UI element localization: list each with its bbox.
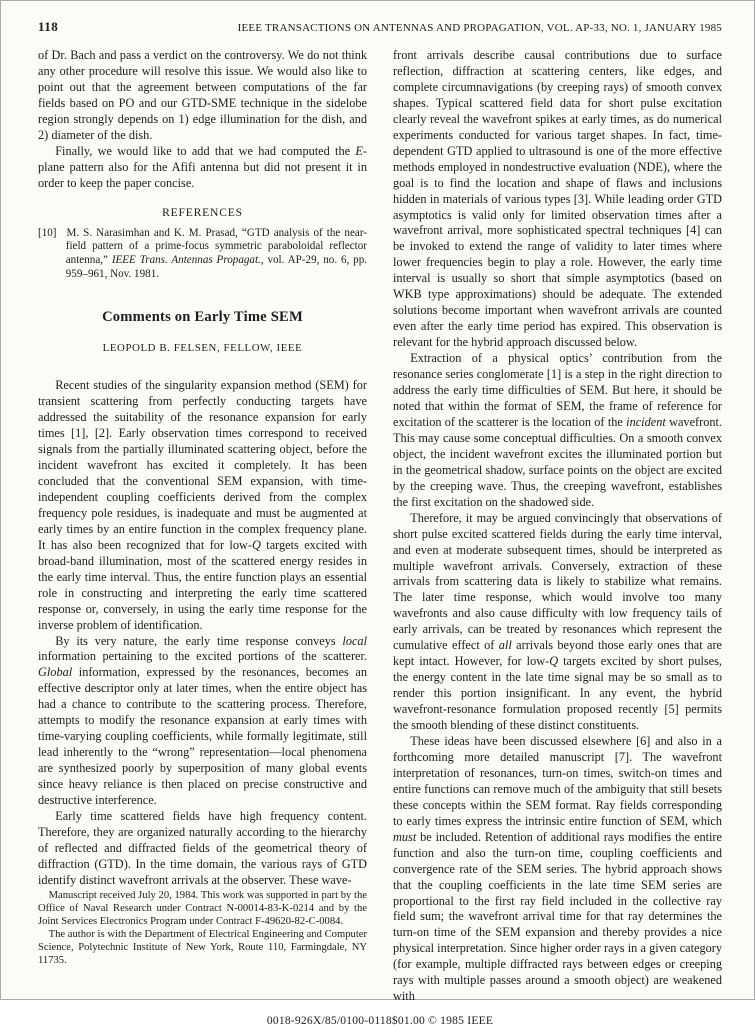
paragraph: Extraction of a physical optics’ contribution from the resonance series conglomerate [1] is a step in the right direction to address the early time difficulties of SEM. But here, it should be noted that within the format of SEM, the frame of reference for excitation of the scatterer is the location of the incident wavefront. This may cause some conceptual difficulties. On a smooth convex object, the incident wavefront excites the illuminated portion but in the geometrical shadow, surface points on the object are excited by the creeping wave. Thus, the creeping wavefront, establishes the first excitation on the shadowed side. (393, 351, 722, 509)
paragraph: Therefore, it may be argued convincingly that observations of short pulse excited scattered fields during the early time interval, and even at moderate subsequent times, should be interpreted as multiple wavefront arrivals. Conversely, extraction of these arrivals from scattering data is likely to stabilize what remains. The later time response, which would involve too many wavefronts and also cause difficulty with low frequency tails of early arrivals, can be treated by resonances which represent the cumulative effect of all arrivals beyond those early ones that are kept intact. However, for low-Q targets excited by short pulses, the energy content in the late time signal may be so small as to render this portion insignificant. In any event, the hybrid wavefront-resonance formulation proposed recently [5] permits the smooth blending of these distinct constituents. (393, 510, 723, 733)
footnote-block (38, 889, 367, 971)
page-number: 118 (38, 19, 59, 34)
reference-list (38, 227, 367, 282)
two-column-body (38, 48, 722, 1005)
page-header (38, 19, 722, 35)
paragraph: By its very nature, the early time response conveys local information pertaining to the excited portions of the scatterer. Global information, expressed by the resonances, becomes an effective descriptor only at later times, when the entire object has had a chance to contribute to the scattering process. Therefore, attempts to modify the resonance expansion at early times with time-varying coupling coefficients, while formally legitimate, still lead inherently to the “wrong” representation—local phenomena are synthesized poorly by superposition of many global events since heavy reliance is then placed on precise constructive and destructive interference. (38, 633, 367, 808)
paragraph: These ideas have been discussed elsewhere [6] and also in a forthcoming more detailed manuscript [7]. The wavefront interpretation of resonances, turn-on times, switch-on times and entire functions can remove much of the ambiguity that still besets these concepts within the SEM format. Ray fields corresponding to early times express the intrinsic entire function of SEM, which must be included. Retention of additional rays modifies the entire function and also the turn-on time, coupling coefficients and convergence rate of the SEM series. The hybrid approach shows that the coupling coefficients in the late time SEM series are proportional to the first ray field included in the collective ray field sum; the wavefront arrival time for that ray determines the turn-on time of the SEM expansion and thereby provides a nice physical interpretation. Since higher order rays in a given category (for example, multiple diffracted rays between edges or creeping rays with multiple passes around a smooth object) are weakened with (393, 733, 722, 1004)
article-author: LEOPOLD B. FELSEN, FELLOW, IEEE (102, 342, 303, 355)
footnote: The author is with the Department of Electrical Engineering and Computer Science, Polytechnic Institute of New York, Route 110, Farmingdale, NY 11735. (38, 928, 367, 966)
article-paragraphs (38, 378, 367, 889)
reference-label: [10] (38, 226, 57, 239)
paragraph: Early time scattered fields have high frequency content. Therefore, they are organized naturally according to the hierarchy of reflected and diffracted fields of the geometrical theory of diffraction (GTD). In the time domain, the various rays of GTD identify distinct wavefront arrivals at the observer. These wave- (38, 808, 367, 887)
intro-paragraphs (38, 48, 367, 192)
paragraph: Finally, we would like to add that we had computed the E-plane pattern also for the Afifi antenna but did not present it in order to keep the paper concise. (38, 143, 367, 190)
running-head: IEEE TRANSACTIONS ON ANTENNAS AND PROPAGATION, VOL. AP-33, NO. 1, JANUARY 1985 (237, 22, 722, 34)
right-column (393, 48, 722, 1005)
paragraph: front arrivals describe causal contributions due to surface reflection, diffraction at scattering centers, like edges, and complete circumnavigations (by creeping rays) of smooth convex shapes. Typical scattered field data for short pulse excitation clearly reveal the wavefront spikes at early times, as do numerical experiments conducted for various target shapes. In fact, time-dependent GTD applied to ultrasound is one of the more effective methods employed in nondestructive evaluation (NDE), where the goal is to find the location and shape of flaws and inclusions hidden in materials of various types [3]. While leading order GTD asymptotics is valid only for limited observation times after a wavefront arrival, more sophisticated spectral techniques [4] can be invoked to extend the range of validity to later times where lower frequencies begin to play a role. However, the early time interval is usually so short that simple asymptotics (based on WKB type approximations) should be adequate. The extended solutions become important when wavefront arrivals are counted even after the early time period has expired. This observation is relevant for the hybrid approach discussed below. (393, 48, 722, 350)
article-title: Comments on Early Time SEM (102, 309, 303, 326)
paragraph: of Dr. Bach and pass a verdict on the controversy. We do not think any other procedure will resolve this issue. We would also like to point out that the agreement between computations of the far fields based on PO and our GTD-SME technique in the sidelobe region strongly depends on 1) edge illumination for the dish, and 2) diameter of the dish. (38, 48, 367, 142)
footnote: Manuscript received July 20, 1984. This work was supported in part by the Office of Naval Research under Contract N-00014-83-K-0214 and by the Joint Services Electronics Program under Contract F-49620-82-C-0084. (38, 889, 367, 927)
left-column (38, 48, 368, 966)
paragraph: Recent studies of the singularity expansion method (SEM) for transient scattering from perfectly conducting targets have addressed the suitability of the resonance expansion for early times [1], [2]. Early observation times correspond to received signals from the partially illuminated scattering object, before the incident wavefront has excited it completely. It has been concluded that the conventional SEM expansion, with time-independent coupling coefficients derived from the complex frequency pole residues, is inadequate and must be augmented at early times by an entire function in the complex frequency plane. It has also been recognized that for low-Q targets excited with broad-band illumination, most of the scattered energy resides in the early time interval. Thus, the entire function plays an essential role in constructing and interpreting the early time scattered response or, conversely, in using the early time response for the inverse problem of identification. (38, 378, 367, 632)
references-heading: REFERENCES (162, 205, 243, 219)
reference-item: [10] M. S. Narasimhan and K. M. Prasad, “GTD analysis of the near-field pattern of a prime-focus symmetric paraboloidal reflector antenna,” IEEE Trans. Antennas Propagat., vol. AP-29, no. 6, pp. 959–961, Nov. 1981. (38, 226, 368, 280)
page-footer: 0018-926X/85/0100-0118$01.00 © 1985 IEEE (266, 1014, 494, 1027)
